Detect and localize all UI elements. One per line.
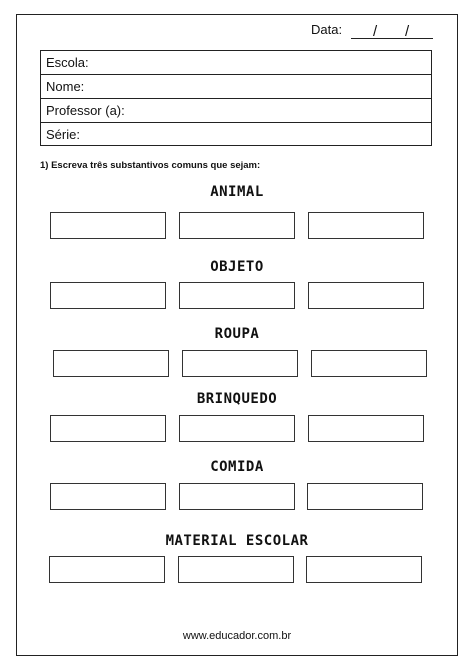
category-title-comida: COMIDA	[210, 459, 264, 475]
grade-field[interactable]: Série:	[46, 127, 80, 142]
footer-website: www.educador.com.br	[182, 630, 292, 642]
answer-box-animal-2[interactable]	[179, 212, 295, 239]
category-title-material-escolar: MATERIAL ESCOLAR	[165, 533, 309, 549]
answer-box-objeto-1[interactable]	[50, 282, 166, 309]
answer-box-animal-3[interactable]	[308, 212, 424, 239]
date-field[interactable]	[311, 22, 436, 40]
answer-box-objeto-3[interactable]	[308, 282, 424, 309]
question-text: 1) Escreva três substantivos comuns que sejam:	[40, 160, 261, 171]
category-title-roupa: ROUPA	[214, 326, 260, 342]
date-label: Data:	[311, 22, 343, 37]
answer-box-animal-1[interactable]	[50, 212, 166, 239]
name-field[interactable]: Nome:	[41, 75, 431, 99]
school-field[interactable]: Escola:	[41, 51, 431, 75]
answer-box-roupa-2[interactable]	[182, 350, 298, 377]
category-title-objeto: OBJETO	[210, 259, 264, 275]
answer-box-material-escolar-3[interactable]	[306, 556, 422, 583]
answer-box-brinquedo-2[interactable]	[179, 415, 295, 442]
answer-box-comida-1[interactable]	[50, 483, 166, 510]
answer-box-material-escolar-1[interactable]	[49, 556, 165, 583]
answer-box-material-escolar-2[interactable]	[178, 556, 294, 583]
answer-box-brinquedo-3[interactable]	[308, 415, 424, 442]
category-title-brinquedo: BRINQUEDO	[196, 391, 278, 407]
date-slash-2: /	[405, 23, 410, 40]
answer-box-roupa-3[interactable]	[311, 350, 427, 377]
category-title-animal: ANIMAL	[210, 184, 264, 200]
date-slash-1: /	[373, 23, 378, 40]
student-info-table	[40, 50, 432, 146]
answer-box-brinquedo-1[interactable]	[50, 415, 166, 442]
answer-box-comida-2[interactable]	[179, 483, 295, 510]
answer-box-roupa-1[interactable]	[53, 350, 169, 377]
teacher-field[interactable]: Professor (a):	[41, 99, 431, 123]
answer-box-comida-3[interactable]	[307, 483, 423, 510]
date-line	[351, 38, 433, 39]
answer-box-objeto-2[interactable]	[179, 282, 295, 309]
